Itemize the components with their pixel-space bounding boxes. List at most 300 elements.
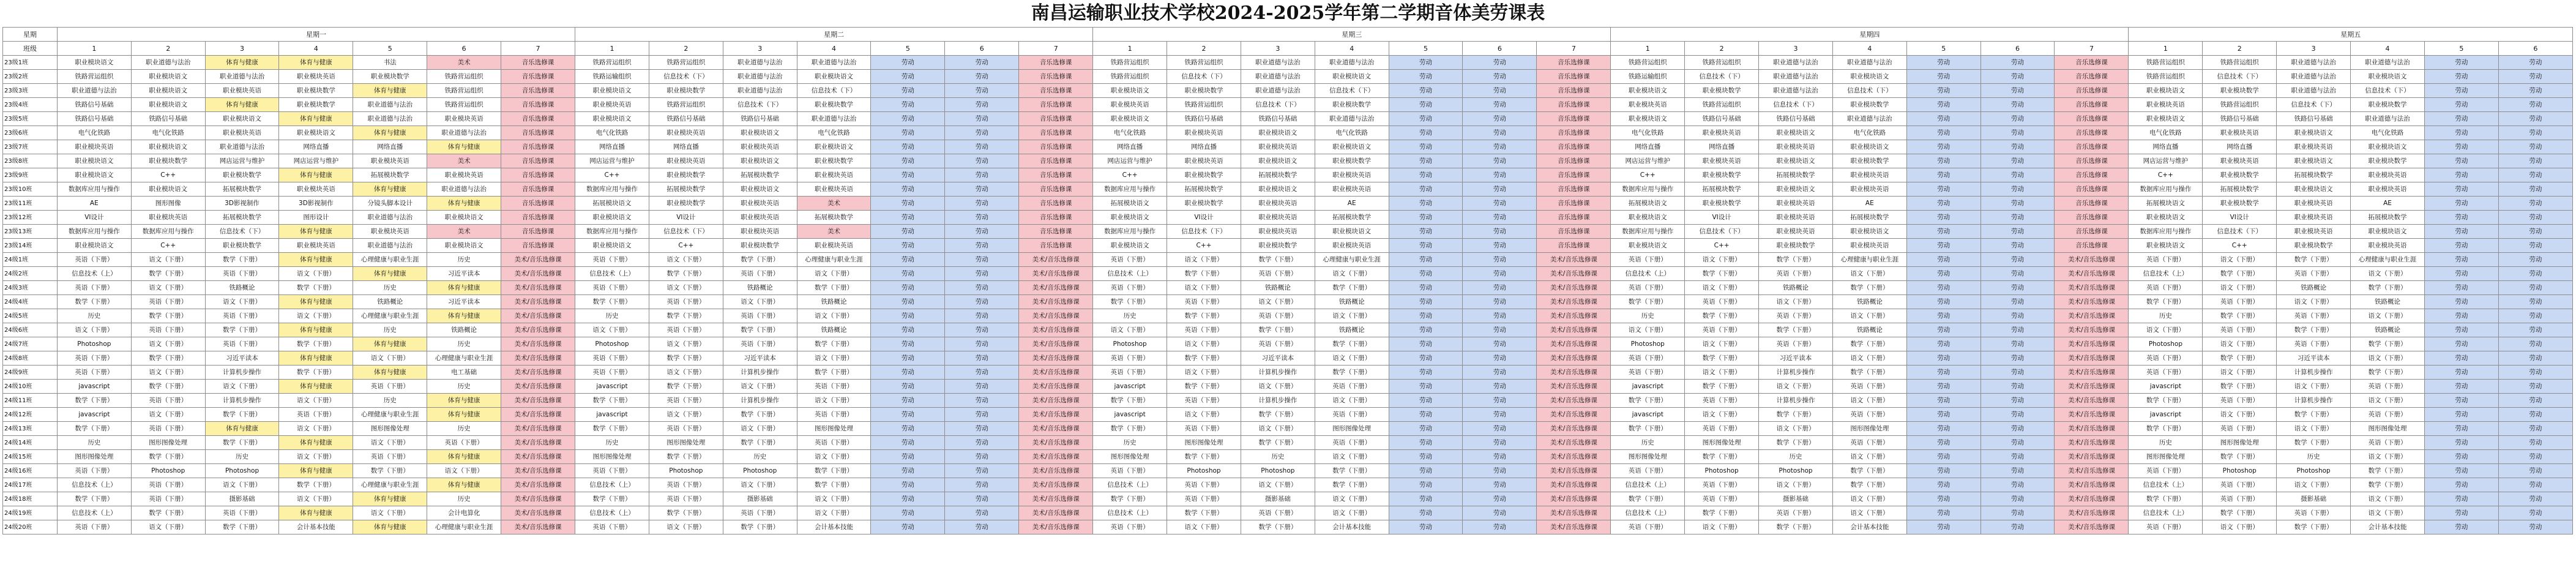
course-cell: 职业模块语文 bbox=[131, 182, 205, 197]
course-cell: 语文（下册） bbox=[1685, 520, 1759, 534]
course-cell: Photoshop bbox=[1685, 464, 1759, 478]
course-cell: C++ bbox=[649, 239, 723, 253]
course-cell: 铁路信号基础 bbox=[1759, 112, 1833, 126]
course-cell: 电气化铁路 bbox=[1611, 126, 1685, 140]
course-cell: 历史 bbox=[723, 450, 797, 464]
course-cell: 劳动 bbox=[1463, 506, 1537, 520]
course-cell: 劳动 bbox=[2424, 436, 2498, 450]
course-cell: 铁路信号基础 bbox=[2277, 112, 2351, 126]
course-cell: 拓展模块数学 bbox=[1759, 168, 1833, 182]
course-cell: 劳动 bbox=[2424, 337, 2498, 351]
course-cell: 体育与健康 bbox=[279, 323, 353, 337]
course-cell: 数学（下册） bbox=[1167, 450, 1241, 464]
course-cell: 数学（下册） bbox=[1759, 323, 1833, 337]
course-cell: 劳动 bbox=[1389, 56, 1463, 70]
course-cell: 计算机步操作 bbox=[1759, 394, 1833, 408]
course-cell: 英语（下册） bbox=[797, 436, 871, 450]
period-number: 5 bbox=[353, 42, 427, 56]
course-cell: 拓展模块数学 bbox=[2277, 168, 2351, 182]
class-name: 24级5班 bbox=[3, 309, 58, 323]
class-name: 23级9班 bbox=[3, 168, 58, 182]
table-row bbox=[3, 478, 2573, 492]
course-cell: 美术/音乐选修课 bbox=[501, 394, 575, 408]
course-cell: 美术/音乐选修课 bbox=[2055, 520, 2129, 534]
course-cell: 图形图像 bbox=[131, 197, 205, 211]
course-cell: 劳动 bbox=[1981, 168, 2055, 182]
course-cell: 信息技术（上） bbox=[1611, 267, 1685, 281]
course-cell: 语文（下册） bbox=[279, 267, 353, 281]
period-number: 6 bbox=[945, 42, 1019, 56]
course-cell: 职业模块语文 bbox=[131, 98, 205, 112]
course-cell: 劳动 bbox=[1389, 239, 1463, 253]
course-cell: 铁路概论 bbox=[1241, 281, 1315, 295]
course-cell: 职业模块英语 bbox=[131, 211, 205, 225]
course-cell: 音乐选修课 bbox=[1019, 182, 1093, 197]
course-cell: 英语（下册） bbox=[131, 295, 205, 309]
course-cell: 美术/音乐选修课 bbox=[1019, 309, 1093, 323]
course-cell: 语文（下册） bbox=[279, 492, 353, 506]
course-cell: 数学（下册） bbox=[2129, 295, 2203, 309]
course-cell: 美术/音乐选修课 bbox=[1019, 351, 1093, 366]
course-cell: 职业模块数学 bbox=[1832, 154, 1906, 168]
course-cell: 历史 bbox=[1093, 309, 1167, 323]
class-name: 24级4班 bbox=[3, 295, 58, 309]
course-cell: 数学（下册） bbox=[1832, 281, 1906, 295]
course-cell: 职业模块数学 bbox=[1685, 197, 1759, 211]
course-cell: 职业模块语文 bbox=[1093, 239, 1167, 253]
course-cell: 职业模块语文 bbox=[427, 239, 501, 253]
course-cell: 语文（下册） bbox=[279, 394, 353, 408]
table-row bbox=[3, 182, 2573, 197]
course-cell: 英语（下册） bbox=[2129, 281, 2203, 295]
course-cell: 数学（下册） bbox=[2277, 408, 2351, 422]
course-cell: 劳动 bbox=[1389, 182, 1463, 197]
course-cell: 音乐选修课 bbox=[2055, 225, 2129, 239]
course-cell: 数学（下册） bbox=[1167, 380, 1241, 394]
course-cell: 职业模块英语 bbox=[575, 98, 649, 112]
course-cell: 音乐选修课 bbox=[501, 126, 575, 140]
course-cell: 美术/音乐选修课 bbox=[501, 422, 575, 436]
course-cell: 英语（下册） bbox=[2129, 520, 2203, 534]
course-cell: 劳动 bbox=[1389, 211, 1463, 225]
course-cell: 美术/音乐选修课 bbox=[2055, 492, 2129, 506]
course-cell: 劳动 bbox=[945, 366, 1019, 380]
course-cell: 数学（下册） bbox=[1241, 520, 1315, 534]
course-cell: 职业模块数学 bbox=[2203, 197, 2277, 211]
course-cell: 劳动 bbox=[1389, 281, 1463, 295]
course-cell: 劳动 bbox=[871, 337, 945, 351]
course-cell: 信息技术（下） bbox=[1832, 84, 1906, 98]
class-name: 24级13班 bbox=[3, 422, 58, 436]
course-cell: 美术/音乐选修课 bbox=[501, 436, 575, 450]
course-cell: 劳动 bbox=[1981, 197, 2055, 211]
course-cell: 劳动 bbox=[2424, 506, 2498, 520]
course-cell: 劳动 bbox=[2498, 464, 2572, 478]
course-cell: 心理健康与职业生涯 bbox=[353, 408, 427, 422]
table-row bbox=[3, 464, 2573, 478]
course-cell: 劳动 bbox=[1906, 450, 1981, 464]
course-cell: 语文（下册） bbox=[2277, 295, 2351, 309]
course-cell: 体育与健康 bbox=[279, 464, 353, 478]
course-cell: 职业模块语文 bbox=[131, 70, 205, 84]
course-cell: 语文（下册） bbox=[57, 323, 131, 337]
course-cell: 职业模块英语 bbox=[723, 140, 797, 154]
period-number: 6 bbox=[2498, 42, 2572, 56]
course-cell: 美术/音乐选修课 bbox=[1019, 520, 1093, 534]
course-cell: 劳动 bbox=[871, 253, 945, 267]
course-cell: 信息技术（上） bbox=[2129, 478, 2203, 492]
course-cell: 信息技术（上） bbox=[1611, 478, 1685, 492]
period-number: 5 bbox=[1389, 42, 1463, 56]
course-cell: 体育与健康 bbox=[279, 351, 353, 366]
course-cell: 历史 bbox=[353, 323, 427, 337]
course-cell: 图形图像处理 bbox=[1167, 436, 1241, 450]
course-cell: 劳动 bbox=[2424, 182, 2498, 197]
day-label: 星期 bbox=[3, 28, 58, 42]
course-cell: 劳动 bbox=[1389, 309, 1463, 323]
course-cell: 劳动 bbox=[871, 239, 945, 253]
course-cell: 职业模块语文 bbox=[1759, 154, 1833, 168]
class-name: 23级7班 bbox=[3, 140, 58, 154]
course-cell: 劳动 bbox=[2424, 239, 2498, 253]
class-name: 24级10班 bbox=[3, 380, 58, 394]
course-cell: 计算机步操作 bbox=[723, 394, 797, 408]
course-cell: 劳动 bbox=[945, 408, 1019, 422]
course-cell: 铁路运输组织 bbox=[575, 70, 649, 84]
course-cell: 音乐选修课 bbox=[1537, 84, 1611, 98]
class-name: 24级9班 bbox=[3, 366, 58, 380]
class-name: 23级6班 bbox=[3, 126, 58, 140]
course-cell: 劳动 bbox=[1981, 506, 2055, 520]
course-cell: 美术/音乐选修课 bbox=[2055, 366, 2129, 380]
course-cell: 历史 bbox=[205, 450, 279, 464]
course-cell: 劳动 bbox=[1389, 351, 1463, 366]
course-cell: 劳动 bbox=[1906, 56, 1981, 70]
course-cell: 劳动 bbox=[2498, 450, 2572, 464]
course-cell: 职业模块英语 bbox=[723, 197, 797, 211]
course-cell: 劳动 bbox=[2498, 309, 2572, 323]
course-cell: 劳动 bbox=[2424, 140, 2498, 154]
course-cell: 语文（下册） bbox=[279, 450, 353, 464]
course-cell: 语文（下册） bbox=[1685, 408, 1759, 422]
course-cell: 英语（下册） bbox=[575, 351, 649, 366]
course-cell: 劳动 bbox=[871, 478, 945, 492]
course-cell: 拓展模块数学 bbox=[649, 182, 723, 197]
course-cell: VI设计 bbox=[2203, 211, 2277, 225]
course-cell: 美术/音乐选修课 bbox=[2055, 337, 2129, 351]
course-cell: 职业道德与法治 bbox=[1241, 84, 1315, 98]
course-cell: 职业道德与法治 bbox=[723, 56, 797, 70]
course-cell: 数学（下册） bbox=[279, 281, 353, 295]
period-number: 4 bbox=[797, 42, 871, 56]
course-cell: 数学（下册） bbox=[1759, 520, 1833, 534]
course-cell: 劳动 bbox=[945, 309, 1019, 323]
course-cell: 劳动 bbox=[1463, 337, 1537, 351]
course-cell: 职业模块语文 bbox=[1093, 211, 1167, 225]
course-cell: 劳动 bbox=[1389, 140, 1463, 154]
course-cell: 劳动 bbox=[1906, 98, 1981, 112]
course-cell: 音乐选修课 bbox=[501, 211, 575, 225]
course-cell: 劳动 bbox=[1389, 436, 1463, 450]
course-cell: 劳动 bbox=[871, 506, 945, 520]
course-cell: 数学（下册） bbox=[205, 520, 279, 534]
course-cell: 拓展模块数学 bbox=[1685, 182, 1759, 197]
course-cell: 职业道德与法治 bbox=[353, 98, 427, 112]
course-cell: 美术/音乐选修课 bbox=[1537, 351, 1611, 366]
course-cell: 语文（下册） bbox=[1759, 478, 1833, 492]
course-cell: 英语（下册） bbox=[1611, 366, 1685, 380]
course-cell: 职业模块英语 bbox=[279, 239, 353, 253]
course-cell: 语文（下册） bbox=[1685, 337, 1759, 351]
course-cell: 电气化铁路 bbox=[1315, 126, 1389, 140]
course-cell: 数学（下册） bbox=[1093, 492, 1167, 506]
course-cell: 网络直播 bbox=[1685, 140, 1759, 154]
course-cell: 劳动 bbox=[1389, 323, 1463, 337]
course-cell: 数学（下册） bbox=[2129, 394, 2203, 408]
course-cell: 音乐选修课 bbox=[501, 84, 575, 98]
course-cell: 铁路信号基础 bbox=[57, 98, 131, 112]
course-cell: 数学（下册） bbox=[2203, 267, 2277, 281]
course-cell: 3D影视制作 bbox=[279, 197, 353, 211]
table-row bbox=[3, 253, 2573, 267]
course-cell: 职业模块语文 bbox=[575, 239, 649, 253]
course-cell: 劳动 bbox=[1389, 380, 1463, 394]
course-cell: 职业模块语文 bbox=[279, 126, 353, 140]
course-cell: 数据库应用与操作 bbox=[57, 225, 131, 239]
course-cell: 电气化铁路 bbox=[131, 126, 205, 140]
course-cell: 劳动 bbox=[871, 197, 945, 211]
course-cell: 信息技术（上） bbox=[575, 506, 649, 520]
course-cell: 劳动 bbox=[1981, 295, 2055, 309]
course-cell: 职业模块数学 bbox=[1241, 239, 1315, 253]
course-cell: 劳动 bbox=[1389, 450, 1463, 464]
course-cell: 劳动 bbox=[2424, 70, 2498, 84]
course-cell: 职业模块数学 bbox=[353, 70, 427, 84]
course-cell: 职业模块数学 bbox=[1315, 98, 1389, 112]
course-cell: 图形图像处理 bbox=[797, 422, 871, 436]
course-cell: 电气化铁路 bbox=[1093, 126, 1167, 140]
period-number: 6 bbox=[427, 42, 501, 56]
course-cell: 美术/音乐选修课 bbox=[1019, 422, 1093, 436]
course-cell: 数学（下册） bbox=[2129, 422, 2203, 436]
course-cell: 劳动 bbox=[1906, 520, 1981, 534]
course-cell: VI设计 bbox=[649, 211, 723, 225]
course-cell: 英语（下册） bbox=[1832, 408, 1906, 422]
course-cell: 劳动 bbox=[871, 225, 945, 239]
course-cell: 英语（下册） bbox=[1611, 253, 1685, 267]
course-cell: 职业模块数学 bbox=[279, 98, 353, 112]
course-cell: 铁路营运组织 bbox=[427, 98, 501, 112]
course-cell: 语文（下册） bbox=[131, 281, 205, 295]
course-cell: 英语（下册） bbox=[1759, 267, 1833, 281]
course-cell: 劳动 bbox=[1906, 408, 1981, 422]
table-row bbox=[3, 380, 2573, 394]
course-cell: 劳动 bbox=[945, 239, 1019, 253]
course-cell: 语文（下册） bbox=[1759, 422, 1833, 436]
course-cell: 劳动 bbox=[1463, 112, 1537, 126]
course-cell: 历史 bbox=[2129, 436, 2203, 450]
course-cell: 美术/音乐选修课 bbox=[501, 492, 575, 506]
course-cell: 美术/音乐选修课 bbox=[501, 337, 575, 351]
course-cell: 体育与健康 bbox=[427, 450, 501, 464]
course-cell: 数学（下册） bbox=[1315, 366, 1389, 380]
course-cell: 语文（下册） bbox=[797, 309, 871, 323]
course-cell: 图形图像处理 bbox=[57, 450, 131, 464]
course-cell: C++ bbox=[1685, 239, 1759, 253]
course-cell: 体育与健康 bbox=[353, 520, 427, 534]
course-cell: 语文（下册） bbox=[1832, 394, 1906, 408]
course-cell: 数据库应用与操作 bbox=[2129, 182, 2203, 197]
course-cell: 信息技术（上） bbox=[575, 478, 649, 492]
course-cell: 体育与健康 bbox=[279, 506, 353, 520]
course-cell: 职业模块数学 bbox=[1832, 98, 1906, 112]
course-cell: 体育与健康 bbox=[205, 98, 279, 112]
course-cell: javascript bbox=[57, 380, 131, 394]
course-cell: 英语（下册） bbox=[1685, 478, 1759, 492]
course-cell: 劳动 bbox=[1389, 267, 1463, 281]
course-cell: javascript bbox=[1611, 408, 1685, 422]
course-cell: 劳动 bbox=[2424, 351, 2498, 366]
course-cell: 职业模块英语 bbox=[1611, 98, 1685, 112]
course-cell: 语文（下册） bbox=[131, 520, 205, 534]
course-cell: 职业模块语文 bbox=[2129, 239, 2203, 253]
course-cell: 劳动 bbox=[1463, 436, 1537, 450]
course-cell: 历史 bbox=[1241, 450, 1315, 464]
course-cell: 劳动 bbox=[2498, 140, 2572, 154]
course-cell: 职业模块语文 bbox=[1832, 140, 1906, 154]
course-cell: 语文（下册） bbox=[1832, 492, 1906, 506]
course-cell: 劳动 bbox=[2498, 98, 2572, 112]
course-cell: 图形图像处理 bbox=[2203, 436, 2277, 450]
course-cell: 历史 bbox=[1611, 436, 1685, 450]
course-cell: 历史 bbox=[353, 281, 427, 295]
course-cell: 职业道德与法治 bbox=[723, 84, 797, 98]
course-cell: 英语（下册） bbox=[1241, 267, 1315, 281]
course-cell: 职业模块语文 bbox=[2129, 112, 2203, 126]
course-cell: 职业道德与法治 bbox=[2277, 70, 2351, 84]
course-cell: 劳动 bbox=[1981, 281, 2055, 295]
course-cell: 铁路营运组织 bbox=[427, 84, 501, 98]
course-cell: 美术/音乐选修课 bbox=[1019, 366, 1093, 380]
course-cell: C++ bbox=[2203, 239, 2277, 253]
course-cell: javascript bbox=[1611, 380, 1685, 394]
course-cell: 美术/音乐选修课 bbox=[1537, 366, 1611, 380]
course-cell: 数学（下册） bbox=[1167, 267, 1241, 281]
course-cell: 劳动 bbox=[871, 84, 945, 98]
course-cell: 数学（下册） bbox=[2351, 337, 2425, 351]
course-cell: 网店运营与维护 bbox=[575, 154, 649, 168]
course-cell: 职业道德与法治 bbox=[723, 70, 797, 84]
course-cell: 数学（下册） bbox=[1759, 253, 1833, 267]
course-cell: 语文（下册） bbox=[797, 394, 871, 408]
course-cell: 职业道德与法治 bbox=[131, 56, 205, 70]
course-cell: 劳动 bbox=[1389, 295, 1463, 309]
course-cell: 英语（下册） bbox=[57, 520, 131, 534]
course-cell: 劳动 bbox=[1389, 84, 1463, 98]
course-cell: 历史 bbox=[427, 337, 501, 351]
course-cell: 体育与健康 bbox=[205, 56, 279, 70]
course-cell: 英语（下册） bbox=[1093, 464, 1167, 478]
course-cell: 语文（下册） bbox=[797, 506, 871, 520]
table-row bbox=[3, 98, 2573, 112]
course-cell: 数学（下册） bbox=[723, 436, 797, 450]
course-cell: 美术/音乐选修课 bbox=[2055, 351, 2129, 366]
course-cell: 劳动 bbox=[945, 182, 1019, 197]
course-cell: 数学（下册） bbox=[575, 394, 649, 408]
course-cell: 职业模块数学 bbox=[205, 239, 279, 253]
course-cell: 体育与健康 bbox=[427, 394, 501, 408]
course-cell: 劳动 bbox=[1463, 126, 1537, 140]
course-cell: 职业道德与法治 bbox=[1315, 56, 1389, 70]
course-cell: 信息技术（上） bbox=[1093, 478, 1167, 492]
course-cell: 职业模块英语 bbox=[2351, 239, 2425, 253]
course-cell: 铁路信号基础 bbox=[1685, 112, 1759, 126]
course-cell: 劳动 bbox=[871, 295, 945, 309]
course-cell: 美术/音乐选修课 bbox=[2055, 253, 2129, 267]
course-cell: 英语（下册） bbox=[723, 337, 797, 351]
class-name: 24级1班 bbox=[3, 253, 58, 267]
course-cell: 数学（下册） bbox=[2277, 323, 2351, 337]
course-cell: 职业模块英语 bbox=[2351, 168, 2425, 182]
course-cell: 信息技术（上） bbox=[575, 267, 649, 281]
course-cell: 音乐选修课 bbox=[2055, 98, 2129, 112]
course-cell: 美术/音乐选修课 bbox=[501, 520, 575, 534]
course-cell: 英语（下册） bbox=[131, 492, 205, 506]
course-cell: 语文（下册） bbox=[353, 506, 427, 520]
course-cell: 心理健康与职业生涯 bbox=[427, 351, 501, 366]
course-cell: 数学（下册） bbox=[205, 436, 279, 450]
course-cell: 数据库应用与操作 bbox=[2129, 225, 2203, 239]
course-cell: 职业模块英语 bbox=[2277, 140, 2351, 154]
course-cell: 英语（下册） bbox=[649, 478, 723, 492]
course-cell: 职业模块语文 bbox=[2277, 182, 2351, 197]
course-cell: 语文（下册） bbox=[649, 366, 723, 380]
course-cell: 劳动 bbox=[871, 351, 945, 366]
course-cell: 英语（下册） bbox=[575, 281, 649, 295]
course-cell: 体育与健康 bbox=[353, 492, 427, 506]
course-cell: 拓展模块数学 bbox=[205, 211, 279, 225]
course-cell: 职业模块英语 bbox=[1093, 98, 1167, 112]
course-cell: 劳动 bbox=[2424, 112, 2498, 126]
course-cell: 职业模块语文 bbox=[1832, 225, 1906, 239]
course-cell: 数学（下册） bbox=[1093, 422, 1167, 436]
course-cell: 铁路营运组织 bbox=[2129, 70, 2203, 84]
course-cell: 数学（下册） bbox=[205, 253, 279, 267]
course-cell: 体育与健康 bbox=[279, 295, 353, 309]
course-cell: 数据库应用与操作 bbox=[1611, 225, 1685, 239]
course-cell: 劳动 bbox=[2424, 380, 2498, 394]
course-cell: 美术/音乐选修课 bbox=[1537, 492, 1611, 506]
period-number: 7 bbox=[501, 42, 575, 56]
period-number: 6 bbox=[1981, 42, 2055, 56]
course-cell: 职业道德与法治 bbox=[1832, 112, 1906, 126]
course-cell: 劳动 bbox=[1463, 267, 1537, 281]
course-cell: 铁路概论 bbox=[723, 281, 797, 295]
course-cell: 音乐选修课 bbox=[1537, 112, 1611, 126]
course-cell: 信息技术（上） bbox=[1611, 506, 1685, 520]
course-cell: 劳动 bbox=[1981, 478, 2055, 492]
course-cell: 劳动 bbox=[2424, 197, 2498, 211]
course-cell: 语文（下册） bbox=[649, 408, 723, 422]
course-cell: 劳动 bbox=[1981, 380, 2055, 394]
course-cell: 数学（下册） bbox=[1315, 478, 1389, 492]
course-cell: 劳动 bbox=[1389, 253, 1463, 267]
course-cell: 图形图像处理 bbox=[575, 450, 649, 464]
course-cell: 职业模块英语 bbox=[1832, 182, 1906, 197]
course-cell: 图形图像处理 bbox=[2351, 422, 2425, 436]
course-cell: 劳动 bbox=[1981, 464, 2055, 478]
course-cell: 音乐选修课 bbox=[1019, 168, 1093, 182]
